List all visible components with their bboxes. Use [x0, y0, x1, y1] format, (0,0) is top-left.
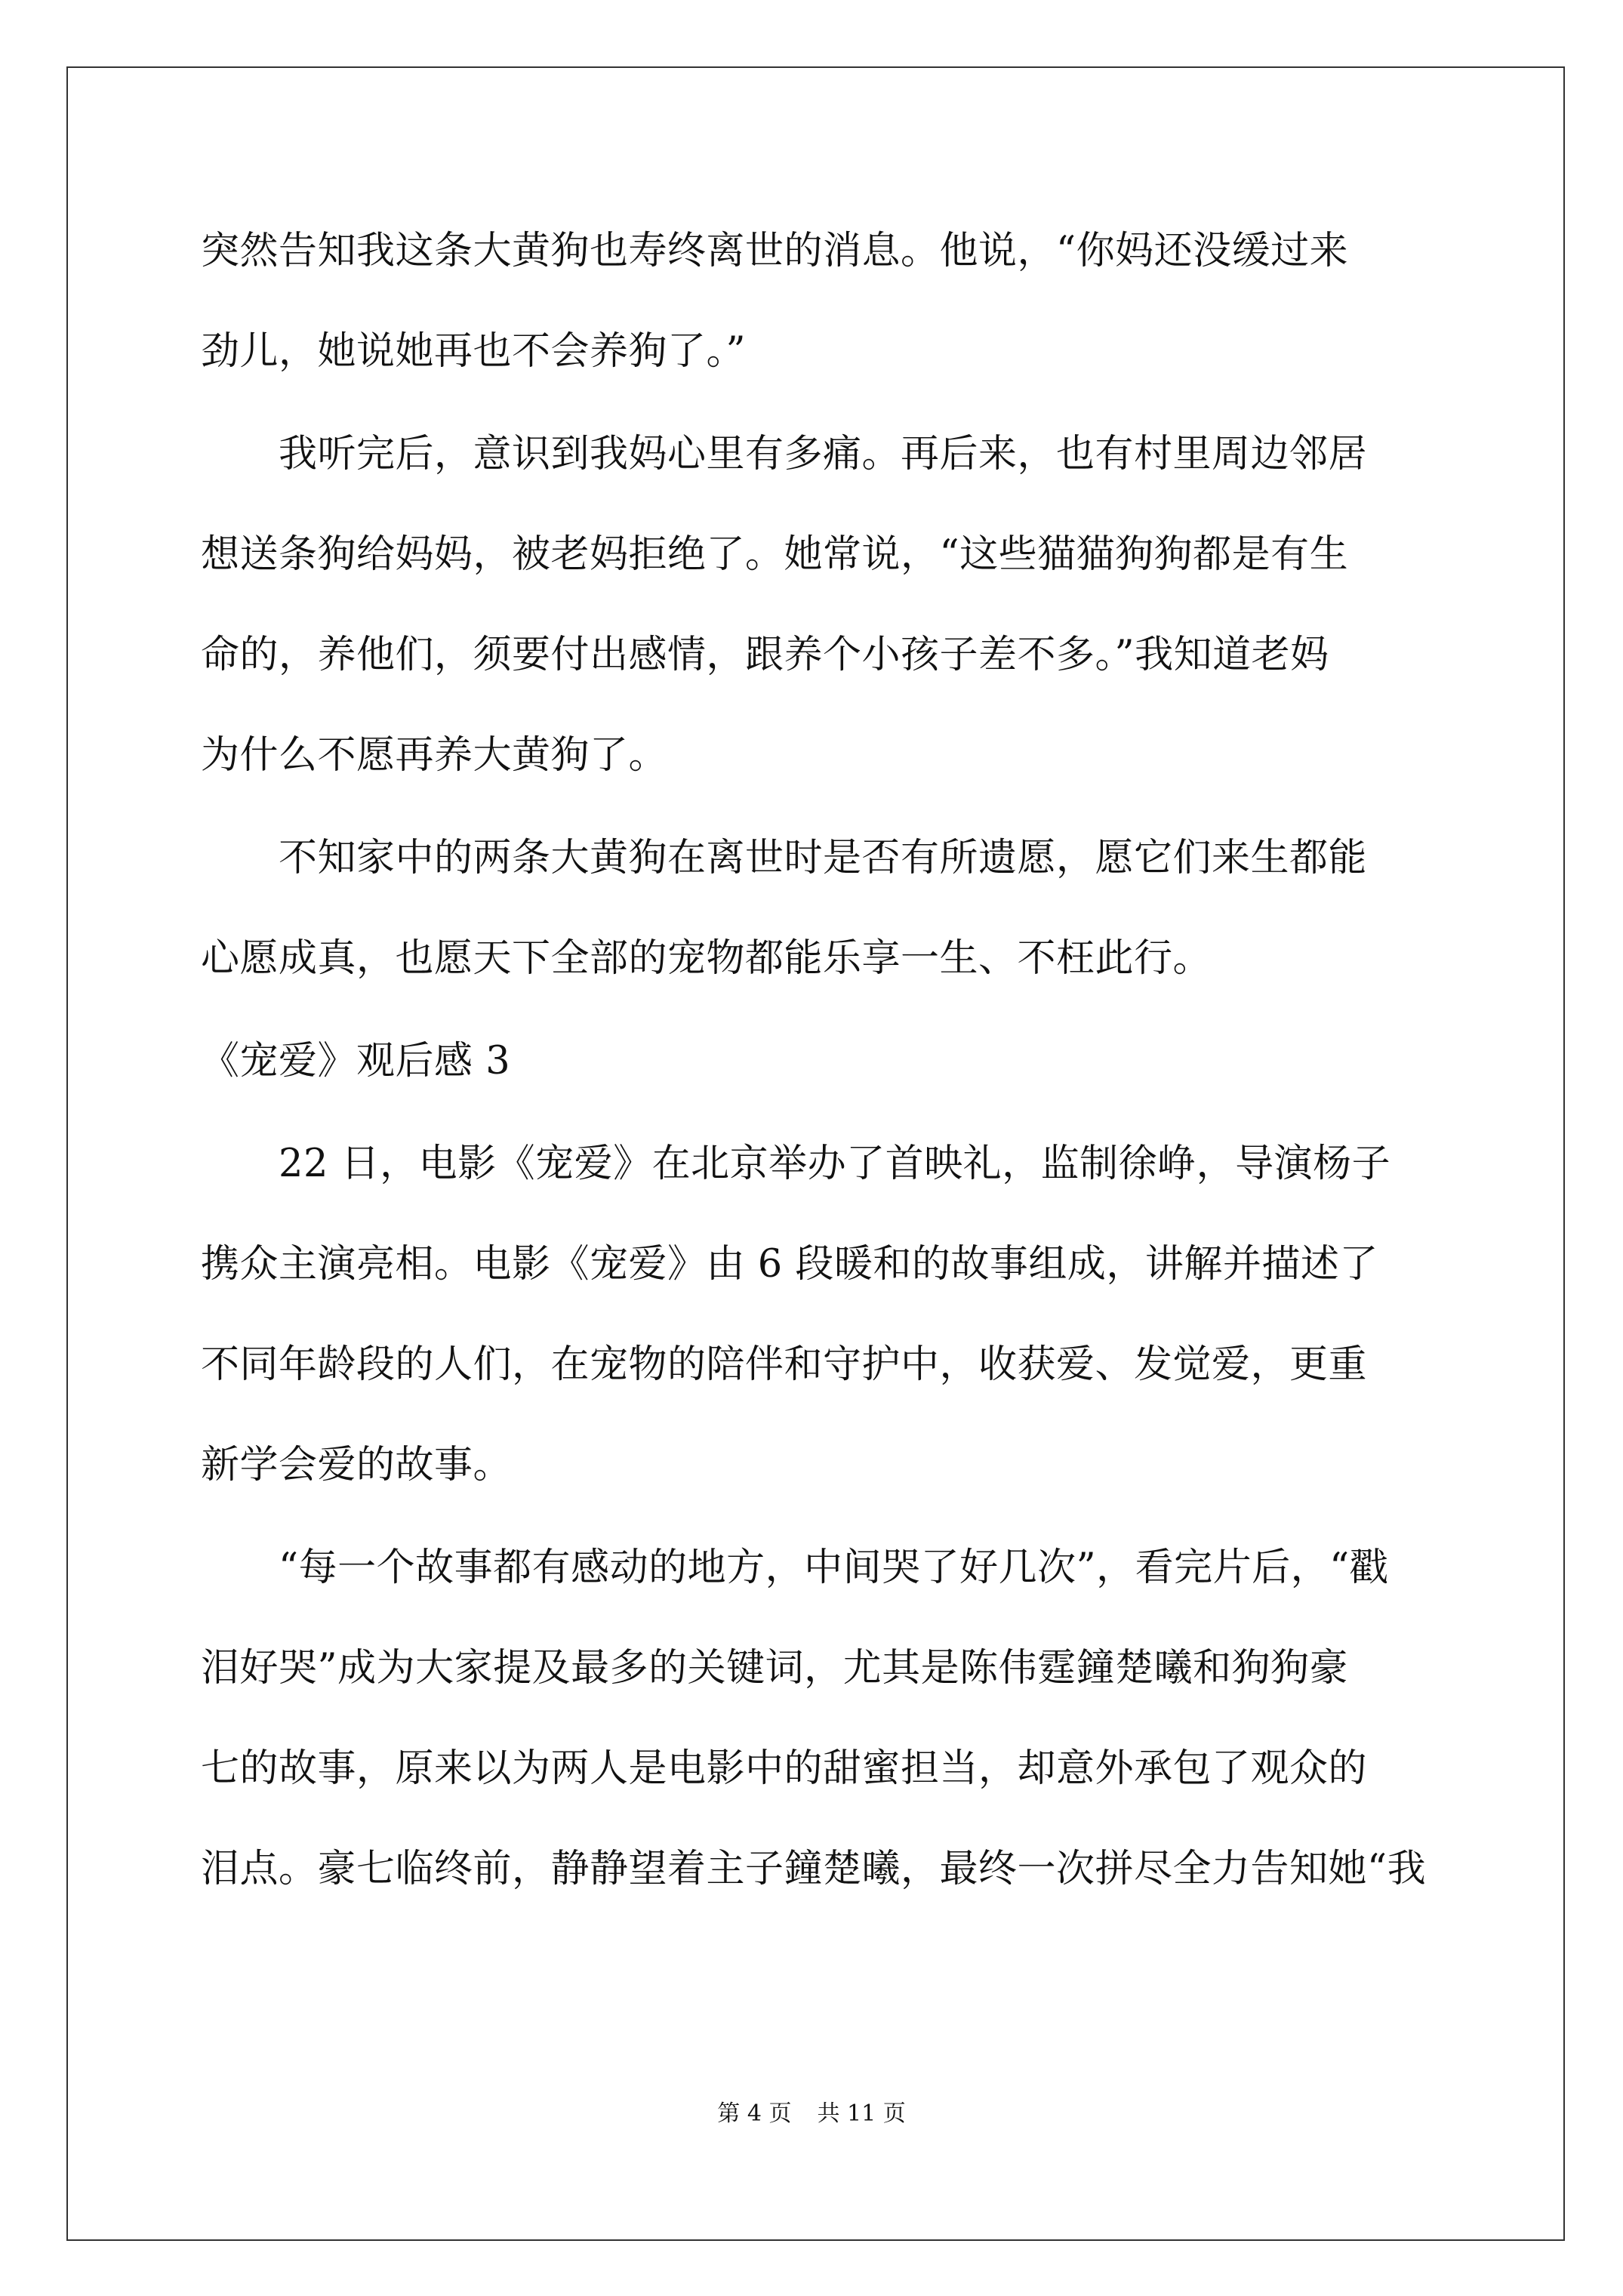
- text-line: 我听完后，意识到我妈心里有多痛。再后来，也有村里周边邻居: [201, 432, 1368, 476]
- paragraph-5: [201, 1530, 1439, 1907]
- text-line: 劲儿，她说她再也不会养狗了。”: [201, 329, 747, 374]
- text-line: 22 日，电影《宠爱》在北京举办了首映礼，监制徐峥，导演杨子: [201, 1142, 1391, 1186]
- heading-line: 《宠爱》观后感 3: [201, 1039, 511, 1083]
- text-line: 为什么不愿再养大黄狗了。: [201, 733, 668, 778]
- text-line: 不知家中的两条大黄狗在离世时是否有所遗愿，愿它们来生都能: [201, 836, 1368, 880]
- text-line: 不同年龄段的人们，在宠物的陪伴和守护中，收获爱、发觉爱，更重: [201, 1342, 1368, 1387]
- text-line: 命的，养他们，须要付出感情，跟养个小孩子差不多。”我知道老妈: [201, 633, 1329, 677]
- document-body: [201, 214, 1439, 1907]
- section-heading: [201, 1024, 1439, 1099]
- text-line: “每一个故事都有感动的地方，中间哭了好几次”，看完片后，“戳: [201, 1546, 1389, 1590]
- text-line: 心愿成真，也愿天下全部的宠物都能乐享一生、不枉此行。: [201, 936, 1212, 981]
- text-line: 新学会爱的故事。: [201, 1443, 513, 1487]
- page-footer: [0, 2099, 1623, 2129]
- text-line: 七的故事，原来以为两人是电影中的甜蜜担当，却意外承包了观众的: [201, 1746, 1368, 1791]
- text-line: 泪点。豪七临终前，静静望着主子鐘楚曦，最终一次拼尽全力告知她“我: [201, 1847, 1427, 1891]
- text-line: 携众主演亮相。电影《宠爱》由 6 段暖和的故事组成，讲解并描述了: [201, 1242, 1378, 1287]
- text-line: 泪好哭”成为大家提及最多的关键词，尤其是陈伟霆鐘楚曦和狗狗豪: [201, 1646, 1349, 1690]
- page-number: 第 4 页: [717, 2100, 792, 2127]
- text-line: 突然告知我这条大黄狗也寿终离世的消息。他说，“你妈还没缓过来: [201, 229, 1349, 273]
- page-total: 共 11 页: [817, 2100, 906, 2127]
- text-line: 想送条狗给妈妈，被老妈拒绝了。她常说，“这些猫猫狗狗都是有生: [201, 532, 1349, 577]
- paragraph-1: [201, 214, 1439, 390]
- paragraph-4: [201, 1126, 1439, 1503]
- paragraph-3: [201, 821, 1439, 997]
- paragraph-2: [201, 417, 1439, 794]
